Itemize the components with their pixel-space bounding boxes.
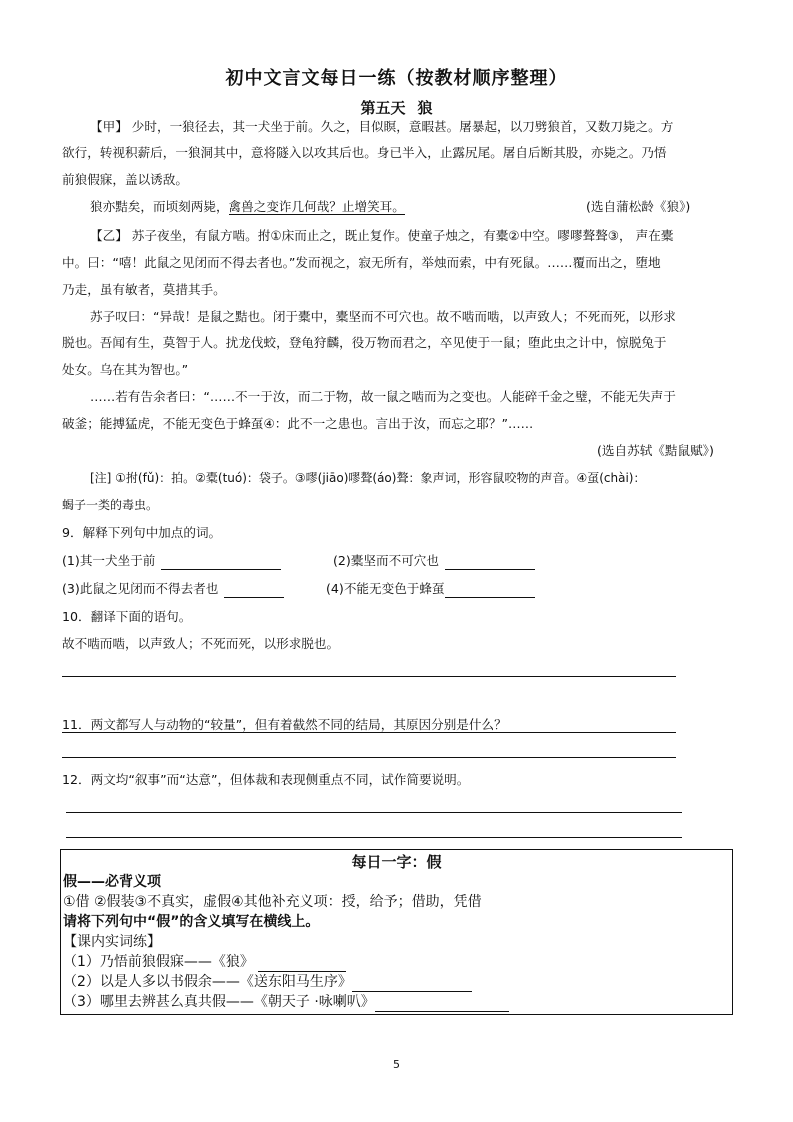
practice-heading: 【课内实词练】 [63, 934, 161, 950]
practice-item-2 [61, 972, 732, 992]
lesson-heading [0, 97, 793, 118]
passage-b-line: 苏子叹曰：“异哉！是鼠之黠也。闭于橐中，橐坚而不可穴也。故不啮而啮，以声致人；不死而死，以形求 [90, 309, 676, 324]
passage-b-line: 乃走，虽有敏者，莫措其手。 [62, 282, 226, 297]
answer-line[interactable] [62, 676, 676, 677]
passage-b-line: 【乙】 苏子夜坐，有鼠方啮。拊①床而止之，既止复作。使童子烛之，有橐②中空。嘐嘐聱聱③， 声在橐 [90, 228, 674, 243]
daily-word-instruction: 请将下列句中“假”的含义填写在横线上。 [63, 914, 320, 930]
practice-item-1-text: （1）乃悟前狼假寐——《狼》 [63, 954, 254, 970]
answer-blank[interactable] [445, 555, 535, 570]
underlined-sentence: 禽兽之变诈几何哉？止增笑耳。 [228, 199, 405, 214]
q9-item-4 [326, 580, 535, 598]
daily-word-subheading: 假——必背义项 [63, 874, 161, 890]
q10-sentence: 故不啮而啮，以声致人；不死而死，以形求脱也。 [62, 636, 340, 651]
passage-b-line: 中。曰：“嘻！此鼠之见闭而不得去者也。”发而视之，寂无所有，举烛而索，中有死鼠。……覆而出之，堕地 [62, 255, 661, 270]
passage-a-line: 【甲】 少时，一狼径去，其一犬坐于前。久之，目似瞑，意暇甚。屠暴起，以刀劈狼首，又数刀毙之。方 [90, 119, 674, 134]
practice-item-2-text: （2）以是人多以书假余——《送东阳马生序》 [63, 974, 352, 990]
answer-line[interactable] [62, 732, 676, 733]
passage-a-line: 前狼假寐，盖以诱敌。 [62, 172, 188, 187]
passage-b-line: 破釜；能搏猛虎，不能无变色于蜂虿④：此不一之患也。言出于汝，而忘之耶？”…… [62, 416, 534, 431]
page-number: 5 [393, 1058, 400, 1071]
answer-blank[interactable] [375, 997, 509, 1012]
answer-line[interactable] [66, 837, 682, 838]
daily-word-heading: 每日一字：假 [351, 853, 442, 871]
lesson-name: 狼 [417, 99, 433, 117]
q9-item-2 [333, 552, 535, 570]
practice-item-3-text: （3）哪里去辨甚么真共假——《朝天子 ·咏喇叭》 [63, 994, 375, 1010]
passage-a-line [90, 198, 405, 216]
q9-item-1 [62, 552, 281, 570]
answer-line[interactable] [62, 757, 676, 758]
passage-b-line: ……若有告余者曰：“……不一于汝，而二于物，故一鼠之啮而为之变也。人能碎千金之璧，不能无失声于 [90, 389, 676, 404]
answer-blank[interactable] [258, 957, 346, 972]
passage-b-line: 处女。乌在其为智也。” [62, 362, 189, 377]
question-10: 10．翻译下面的语句。 [62, 609, 192, 624]
answer-line[interactable] [66, 812, 682, 813]
daily-word-meanings: ①借 ②假装③不真实，虚假④其他补充义项：授，给予；借助，凭借 [63, 894, 482, 910]
notes-line: [注] ①拊(fǔ)：拍。②橐(tuó)：袋子。③嘐(jiāo)嘐聱(áo)聱：象声词，形容鼠咬物的声音。④虿(chài)： [90, 471, 646, 485]
passage-a-text: 狼亦黠矣，而顷刻两毙， [90, 199, 229, 214]
answer-blank[interactable] [224, 583, 284, 598]
q9-item-2-text: (2)橐坚而不可穴也 [333, 553, 439, 568]
page-title: 初中文言文每日一练（按教材顺序整理） [225, 68, 568, 89]
q9-item-1-text: (1)其一犬坐于前 [62, 553, 156, 568]
daily-word-box [60, 849, 733, 1015]
question-12: 12．两文均“叙事”而“达意”，但体裁和表现侧重点不同，试作简要说明。 [62, 772, 470, 787]
q9-item-3-text: (3)此鼠之见闭而不得去者也 [62, 581, 219, 596]
q9-item-3 [62, 580, 284, 598]
passage-b-line: 脱也。吾闻有生，莫智于人。扰龙伐蛟，登龟狩麟，役万物而君之，卒见使于一鼠；堕此虫之计中，惊脱兔于 [62, 335, 667, 350]
question-9: 9．解释下列句中加点的词。 [62, 525, 222, 540]
question-11: 11．两文都写人与动物的“较量”，但有着截然不同的结局，其原因分别是什么？ [62, 717, 507, 732]
answer-blank[interactable] [161, 555, 281, 570]
q9-item-4-text: (4)不能无变色于蜂虿 [326, 581, 445, 596]
passage-a-line: 欲行，转视积薪后，一狼洞其中，意将隧入以攻其后也。身已半入，止露尻尾。屠自后断其股，亦毙之。乃悟 [62, 145, 667, 160]
source-a: (选自蒲松龄《狼》) [586, 199, 691, 214]
day-label: 第五天 [360, 99, 406, 117]
answer-blank[interactable] [352, 977, 472, 992]
answer-blank[interactable] [445, 583, 535, 598]
notes-line: 蝎子一类的毒虫。 [62, 498, 159, 512]
source-b: (选自苏轼《黠鼠赋》) [597, 443, 714, 458]
practice-item-1 [61, 952, 732, 972]
practice-item-3 [61, 992, 732, 1012]
